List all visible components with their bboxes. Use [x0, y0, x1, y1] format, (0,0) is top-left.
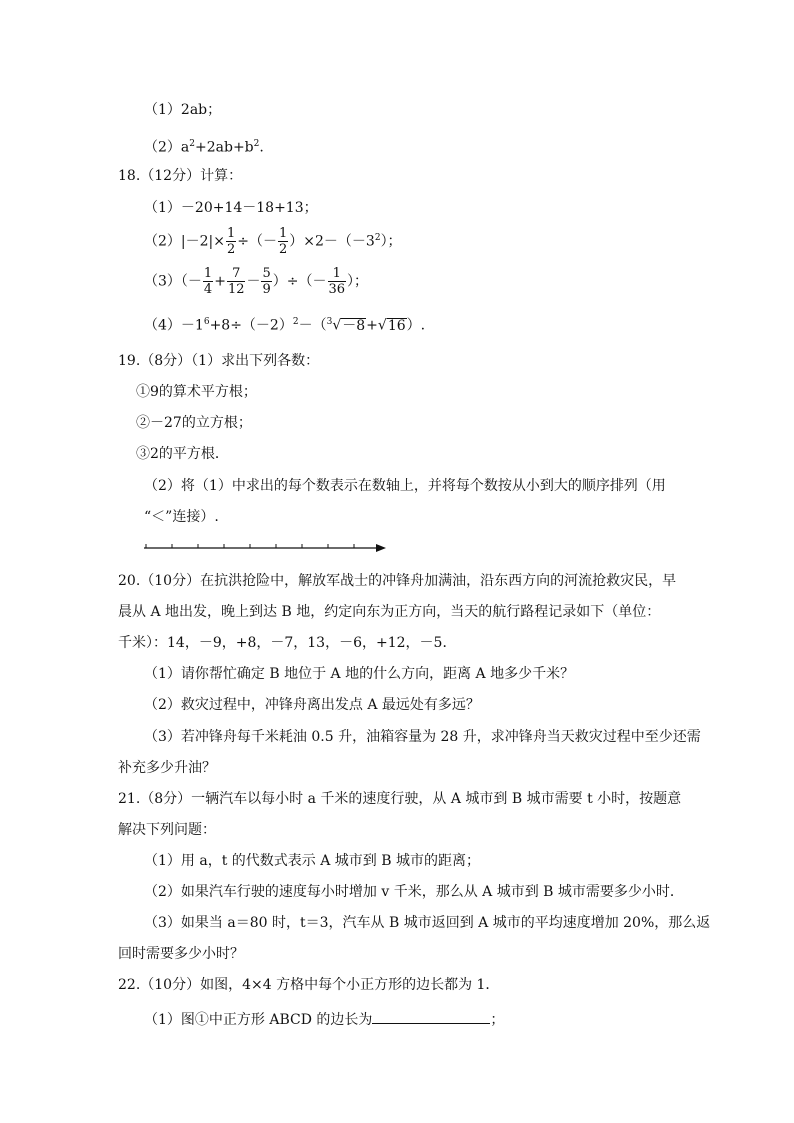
question-21-part-1: （1）用 a，t 的代数式表示 A 城市到 B 城市的距离； [144, 853, 480, 869]
arrow-icon [376, 544, 386, 552]
question-19-part-2: （2）将（1）中求出的每个数表示在数轴上，并将每个数按从小到大的顺序排列（用 [144, 478, 666, 494]
question-20-part-3: （3）若冲锋舟每千米耗油 0.5 升，油箱容量为 28 升，求冲锋舟当天救灾过程中至少还需 [144, 729, 701, 745]
question-18-part-1: （1）－20+14－18+13； [144, 200, 318, 216]
fraction: $\frac{7}{12}$ [227, 266, 245, 297]
question-19-part-2-cont: “＜”连接）. [144, 509, 219, 525]
answer-line-1: （1）2ab； [144, 102, 222, 118]
question-18-part-2: （2）|－2|× $\frac{1}{2}$ ÷（－ $\frac{1}{2}$ ）$\times 2-(-3^2)$； [144, 226, 402, 257]
question-20-part-3-cont: 补充多少升油？ [118, 760, 216, 776]
question-22-title: 22.（10分）如图，4×4 方格中每个小正方形的边长都为 1． [118, 977, 500, 993]
question-20-part-1: （1）请你帮忙确定 B 地位于 A 地的什么方向，距离 A 地多少千米？ [144, 666, 575, 682]
question-20-line-2: 晨从 A 地出发，晚上到达 B 地，约定向东为正方向，当天的航行路程记录如下（单位： [118, 604, 661, 620]
fraction: $\frac{1}{36}$ [328, 266, 346, 297]
question-19-item-2: ②－27的立方根； [136, 415, 252, 431]
number-line [140, 540, 390, 556]
question-21-part-2: （2）如果汽车行驶的速度每小时增加 v 千米，那么从 A 城市到 B 城市需要多少小时． [144, 884, 684, 900]
question-18-title: 18.（12分）计算： [118, 168, 243, 184]
question-21-part-3-cont: 回时需要多少小时？ [118, 946, 244, 962]
square-root-sign: √ [377, 317, 387, 334]
answer-blank[interactable] [372, 1009, 490, 1024]
fraction: $\frac{1}{2}$ [226, 226, 236, 257]
question-21-line-1: 21.（8分）一辆汽车以每小时 a 千米的速度行驶，从 A 城市到 B 城市需要 t 小时，按题意 [118, 791, 682, 807]
cube-root-sign: √ [332, 317, 342, 334]
question-20-line-3: 千米）：14，－9，+8，－7，13，－6，+12，－5． [118, 635, 457, 651]
fraction: $\frac{1}{4}$ [203, 266, 213, 297]
question-19-item-3: ③2的平方根． [136, 446, 229, 462]
question-21-line-2: 解决下列问题： [118, 822, 216, 838]
fraction: $\frac{1}{2}$ [279, 226, 288, 257]
question-22-part-1: （1）图①中正方形 ABCD 的边长为 ； [144, 1009, 504, 1030]
question-20-line-1: 20.（10分）在抗洪抢险中，解放军战士的冲锋舟加满油，沿东西方向的河流抢救灾民，早 [118, 573, 677, 589]
question-19-title: 19.（8分）（1）求出下列各数： [118, 353, 320, 369]
fraction: $\frac{5}{9}$ [262, 266, 271, 297]
question-18-part-4: $(4)-1^6+8\div(-2)^2-(^3√-8+√16)$. [144, 317, 426, 334]
question-18-part-3: （3）（－ $\frac{1}{4}$ + $\frac{7}{12}$ － $\frac{5}{9}$ ）÷（－ $\frac{1}{36}$ ）； [144, 266, 369, 297]
answer-line-2: $(2)a^2+2ab+b^2$. [144, 139, 264, 156]
question-21-part-3: （3）如果当 a＝80 时，t＝3，汽车从 B 城市返回到 A 城市的平均速度增加 20%，那么返 [144, 915, 711, 931]
question-20-part-2: （2）救灾过程中，冲锋舟离出发点 A 最远处有多远？ [144, 697, 480, 713]
question-19-item-1: ①9的算术平方根； [136, 384, 257, 400]
